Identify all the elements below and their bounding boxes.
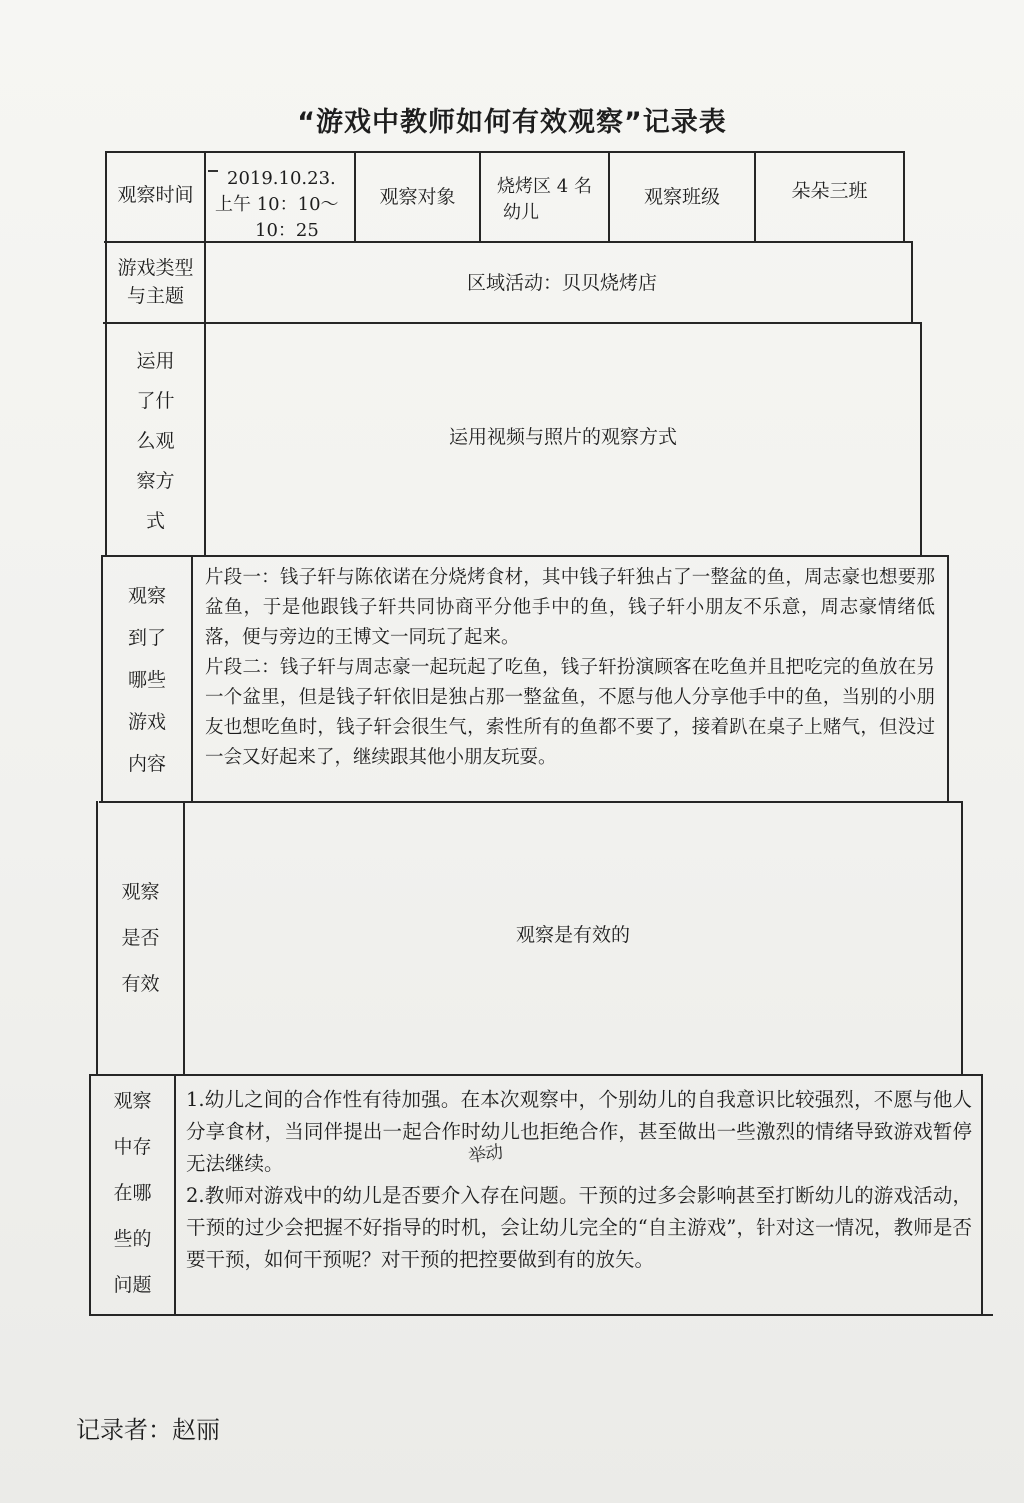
table-border-right	[947, 555, 949, 803]
problems-value	[186, 1084, 972, 1276]
method-label-line: 运用	[136, 350, 175, 372]
problems-label-line: 问题	[113, 1274, 152, 1296]
problems-label-line: 在哪	[113, 1182, 152, 1204]
table-row-divider	[103, 322, 920, 324]
label-column-divider	[204, 151, 206, 557]
table-border-right	[961, 801, 963, 1076]
problems-label	[91, 1078, 174, 1308]
effectiveness-value: 观察是有效的	[515, 924, 630, 947]
observation-time-label: 观察时间	[117, 184, 194, 207]
content-label-line: 观察	[127, 585, 166, 607]
problem-one: 1.幼儿之间的合作性有待加强。在本次观察中，个别幼儿的自我意识比较强烈，不愿与他人分享食材，当同伴提出一起合作时幼儿也拒绝合作，甚至做出一些激烈的情绪导致游戏暂停无法继续。	[186, 1088, 972, 1175]
label-column-divider	[191, 555, 193, 803]
table-border-right	[920, 322, 922, 557]
target-line-2: 幼儿	[503, 202, 539, 223]
problems-label-line: 观察	[113, 1090, 152, 1112]
observation-time-value	[215, 166, 355, 244]
content-value	[205, 563, 935, 773]
table-row-divider	[99, 801, 961, 803]
table-border-right	[903, 151, 905, 243]
document-title: “游戏中教师如何有效观察”记录表	[297, 107, 727, 138]
game-type-value: 区域活动：贝贝烧烤店	[466, 272, 657, 295]
table-border-top	[105, 151, 903, 153]
observation-class-label: 观察班级	[643, 186, 720, 209]
problems-label-line: 些的	[113, 1228, 152, 1250]
content-label-line: 游戏	[127, 711, 166, 733]
table-row-divider	[91, 1074, 983, 1076]
table-border-right	[981, 1074, 983, 1316]
method-value: 运用视频与照片的观察方式	[448, 426, 677, 449]
record-table	[99, 148, 993, 1318]
effectiveness-label-line: 是否	[121, 927, 160, 949]
fragment-one: 片段一：钱子轩与陈依诺在分烧烤食材，其中钱子轩独占了一整盆的鱼，周志豪也想要那盆鱼，于是他跟钱子轩共同协商平分他手中的鱼，钱子轩小朋友不乐意，周志豪情绪低落，便与旁边的王博文一同玩了起来。	[205, 567, 935, 648]
pen-mark	[208, 170, 218, 172]
time-line-1: 2019.10.23.	[227, 168, 336, 189]
game-type-label	[107, 254, 204, 310]
fragment-two: 片段二：钱子轩与周志豪一起玩起了吃鱼，钱子轩扮演顾客在吃鱼并且把吃完的鱼放在另一个盆里，但是钱子轩依旧是独占那一整盆鱼，不愿与他人分享他手中的鱼，当别的小朋友也想吃鱼时，钱子轩会很生气，索性所有的鱼都不要了，接着趴在桌子上赌气，但没过一会又好起来了，继续跟其他小朋友玩耍。	[205, 657, 935, 768]
problems-label-line: 中存	[113, 1136, 152, 1158]
time-line-3: 10：25	[255, 220, 319, 241]
content-label	[103, 564, 191, 796]
observation-class-value: 朵朵三班	[791, 180, 868, 203]
observation-target-value	[481, 174, 608, 226]
problem-two: 2.教师对游戏中的幼儿是否要介入存在问题。干预的过多会影响甚至打断幼儿的游戏活动，干预的过少会把握不好指导的时机，会让幼儿完全的“自主游戏”，针对这一情况，教师是否要干预，如何干预呢？对干预的把控要做到有的放矢。	[186, 1184, 972, 1271]
table-row-divider	[101, 555, 947, 557]
effectiveness-label-line: 观察	[121, 881, 160, 903]
recorder-signature: 记录者：赵丽	[76, 1416, 220, 1444]
target-line-1: 烧烤区 4 名	[497, 176, 592, 197]
table-border-bottom	[89, 1314, 993, 1316]
content-label-line: 哪些	[127, 669, 166, 691]
method-label-line: 式	[145, 510, 165, 532]
method-label-line: 么观	[136, 430, 175, 452]
content-label-line: 内容	[127, 753, 166, 775]
observation-target-label: 观察对象	[379, 186, 456, 209]
content-label-line: 到了	[127, 627, 166, 649]
handwritten-annotation: 举动	[466, 1141, 504, 1168]
effectiveness-label-line: 有效	[121, 973, 160, 995]
game-type-label-line-1: 游戏类型	[117, 257, 194, 279]
time-line-2: 上午 10：10～	[215, 194, 339, 215]
game-type-label-line-2: 与主题	[126, 285, 184, 307]
method-label-line: 察方	[136, 470, 175, 492]
effectiveness-label	[98, 848, 183, 1028]
label-column-divider	[174, 1074, 176, 1316]
method-label-line: 了什	[136, 390, 175, 412]
method-label	[107, 334, 204, 548]
